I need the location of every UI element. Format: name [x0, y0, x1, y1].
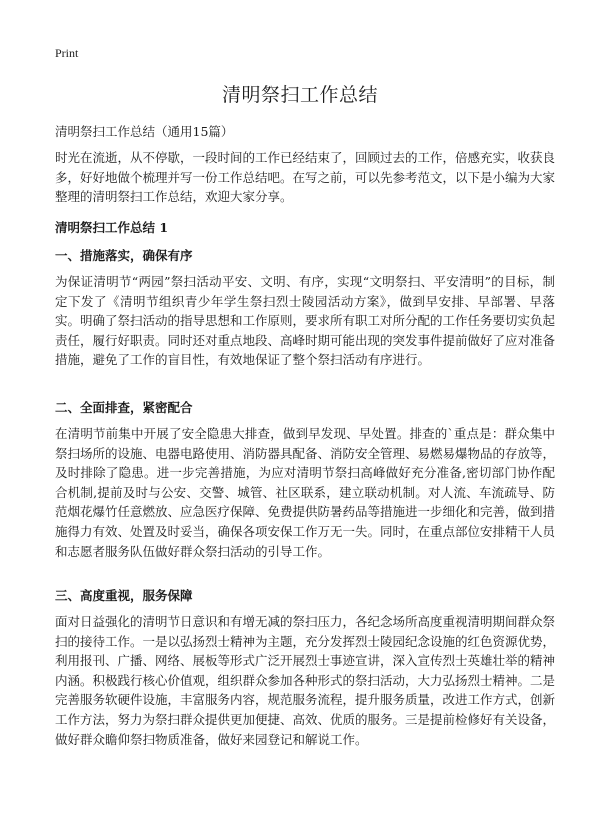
section-3-heading: 三、高度重视，服务保障 [55, 588, 193, 603]
article-heading: 清明祭扫工作总结 1 [55, 220, 169, 235]
page-title: 清明祭扫工作总结 [221, 84, 378, 106]
section-1-heading: 一、措施落实，确保有序 [55, 248, 193, 263]
section-2-heading: 二、全面排查，紧密配合 [55, 400, 193, 415]
section-3-body: 面对日益强化的清明节日意识和有增无减的祭扫压力，各纪念场所高度重视清明期间群众祭扫的接待工作。一是以弘扬烈士精神为主题，充分发挥烈士陵园纪念设施的红色资源优势，利用报刊、广播、网络、展板等形式广泛开展烈士事迹宣讲，深入宣传烈士英雄壮举的精神内涵。积极践行核心价值观，组织群众参加各种形式的祭扫活动，大力弘扬烈士精神。二是完善服务软硬件设施，丰富服务内容，规范服务流程，提升服务质量，改进工作方式，创新工作方法，努力为祭扫群众提供更加便捷、高效、优质的服务。三是提前检修好有关设备，做好群众瞻仰祭扫物质准备，做好来园登记和解说工作。 [55, 614, 556, 747]
section-1-body: 为保证清明节“两园”祭扫活动平安、文明、有序，实现“文明祭扫、平安清明”的目标，制定下发了《清明节组织青少年学生祭扫烈士陵园活动方案》，做到早安排、早部署、早落实。明确了祭扫活动的指导思想和工作原则，要求所有职工对所分配的工作任务要切实负起责任，履行好职责。同时还对重点地段、高峰时期可能出现的突发事件提前做好了应对准备措施，避免了工作的盲目性，有效地保证了整个祭扫活动有序进行。 [55, 274, 556, 368]
section-2-body: 在清明节前集中开展了安全隐患大排查，做到早发现、早处置。排查的`重点是：群众集中祭扫场所的设施、电器电路使用、消防器具配备、消防安全管理、易燃易爆物品的存放等，及时排除了隐患。进一步完善措施，为应对清明节祭扫高峰做好充分准备,密切部门协作配合机制,提前及时与公安、交警、城管、社区联系，建立联动机制。对人流、车流疏导、防范烟花爆竹任意燃放、应急医疗保障、免费提供防暑药品等措施进一步细化和完善，做到措施得力有效、处置及时妥当，确保各项安保工作万无一失。同时，在重点部位安排精干人员和志愿者服务队伍做好群众祭扫活动的引导工作。 [55, 426, 556, 559]
print-link[interactable]: Print [55, 46, 79, 60]
intro-paragraph: 时光在流逝，从不停歇，一段时间的工作已经结束了，回顾过去的工作，倍感充实，收获良多，好好地做个梳理并写一份工作总结吧。在写之前，可以先参考范文，以下是小编为大家整理的清明祭扫工作总结，欢迎大家分享。 [55, 150, 556, 205]
document-subtitle: 清明祭扫工作总结（通用15篇） [55, 124, 234, 139]
